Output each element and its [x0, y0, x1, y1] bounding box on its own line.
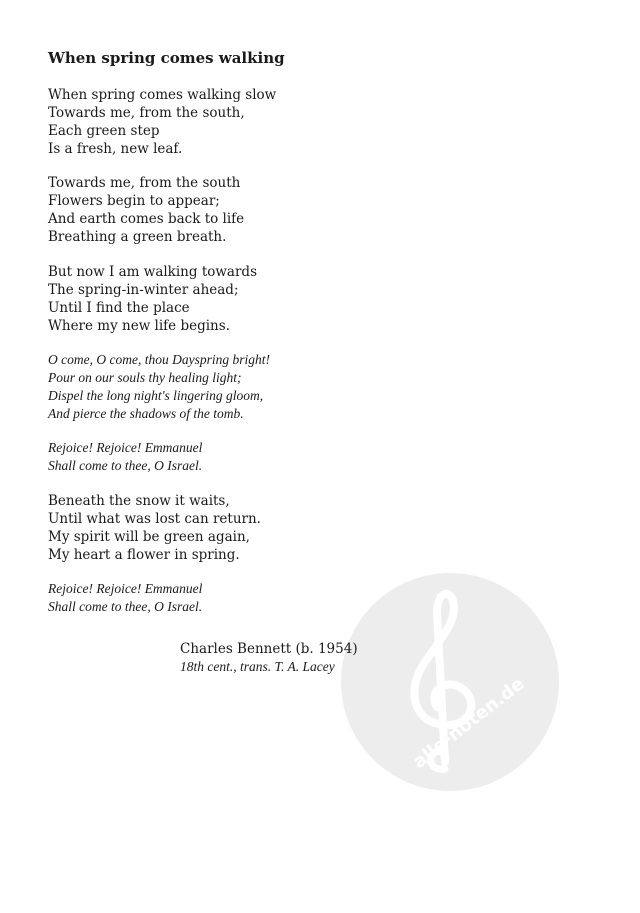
hymn-source: 18th cent., trans. T. A. Lacey: [180, 659, 335, 674]
poem-line: Towards me, from the south: [48, 175, 241, 191]
poem-line: When spring comes walking slow: [48, 87, 277, 103]
poem-line: Until what was lost can return.: [48, 511, 261, 527]
poem-line: But now I am walking towards: [48, 264, 257, 280]
poem-line: And earth comes back to life: [48, 211, 245, 227]
hymn-line: Dispel the long night's lingering gloom,: [48, 388, 264, 403]
poem-line: Where my new life begins.: [48, 318, 230, 334]
poem-author: Charles Bennett (b. 1954): [180, 641, 358, 657]
treble-clef-watermark-icon: [341, 573, 559, 791]
poem-line: The spring-in-winter ahead;: [48, 282, 239, 298]
poem-line: Breathing a green breath.: [48, 229, 227, 245]
hymn-line: Pour on our souls thy healing light;: [48, 370, 242, 385]
hymn-line: Rejoice! Rejoice! Emmanuel: [48, 440, 203, 455]
poem-line: Each green step: [48, 123, 160, 139]
hymn-line: O come, O come, thou Dayspring bright!: [48, 352, 270, 367]
poem-title: When spring comes walking: [48, 49, 285, 67]
hymn-line: And pierce the shadows of the tomb.: [48, 406, 244, 421]
stanza-4: [48, 492, 261, 564]
stanza-2: [48, 174, 244, 246]
poem-line: Beneath the snow it waits,: [48, 493, 230, 509]
poem-line: My heart a flower in spring.: [48, 547, 240, 563]
refrain-1: [48, 439, 202, 475]
stanza-1: [48, 86, 276, 158]
credits: [180, 640, 358, 676]
hymn-line: Shall come to thee, O Israel.: [48, 599, 203, 614]
refrain-2: [48, 580, 202, 616]
poem-line: Towards me, from the south,: [48, 105, 245, 121]
poem-line: Until I find the place: [48, 300, 190, 316]
watermark-text: alle-noten.de: [409, 673, 529, 773]
hymn-line: Shall come to thee, O Israel.: [48, 458, 203, 473]
hymn-line: Rejoice! Rejoice! Emmanuel: [48, 581, 203, 596]
poem-line: Is a fresh, new leaf.: [48, 141, 183, 157]
poem-line: My spirit will be green again,: [48, 529, 250, 545]
poem-line: Flowers begin to appear;: [48, 193, 220, 209]
stanza-3: [48, 263, 257, 335]
hymn-stanza: [48, 351, 270, 423]
